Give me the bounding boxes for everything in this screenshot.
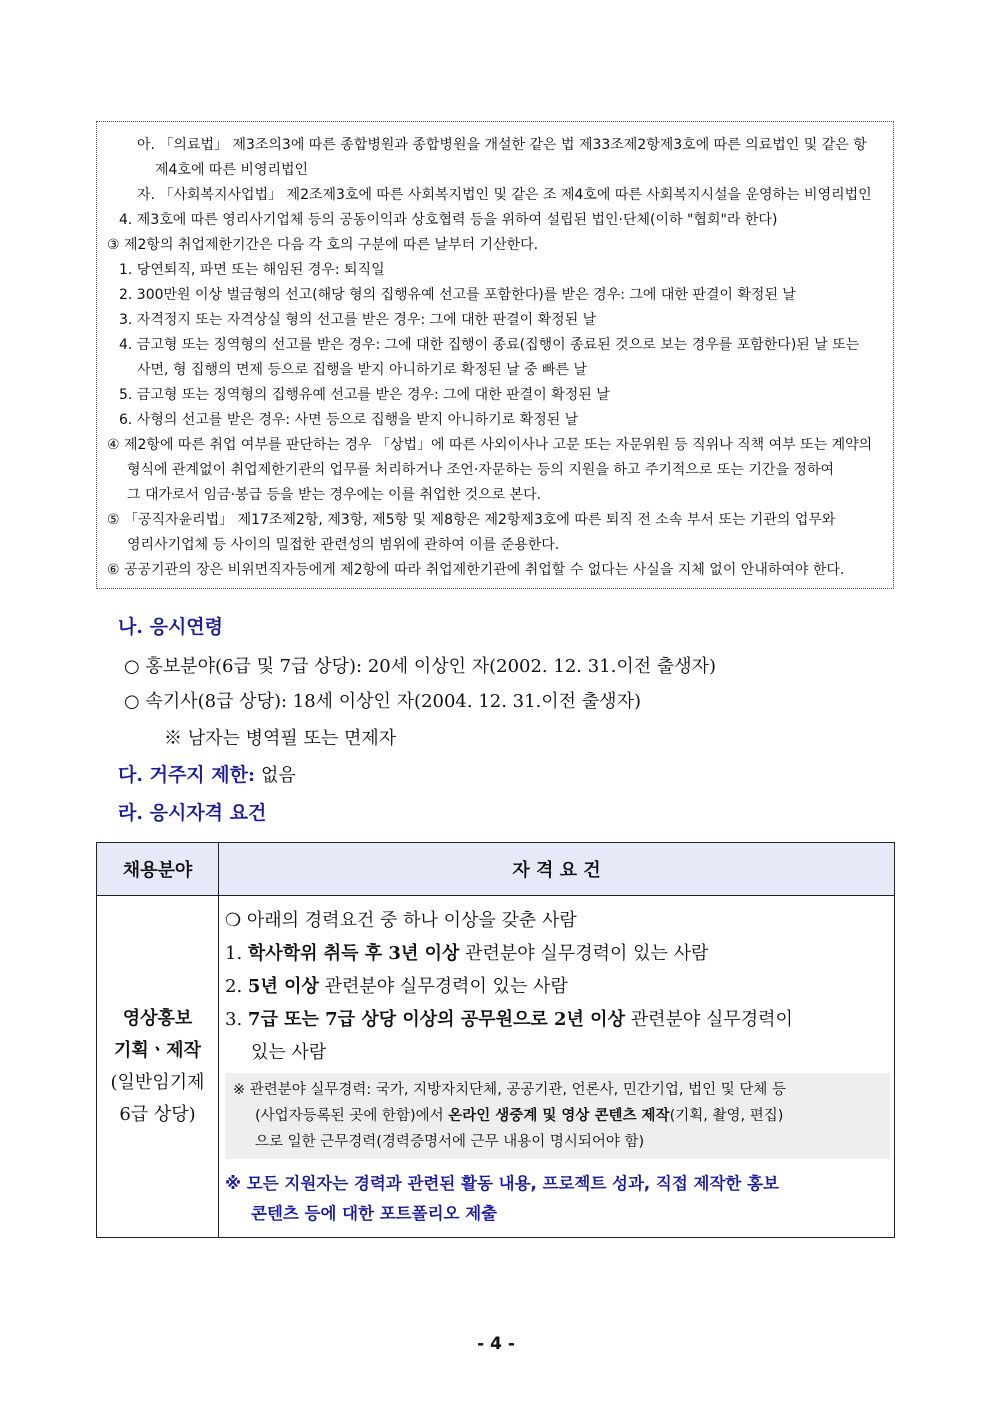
law-line: ⑥ 공공기관의 장은 비위면직자등에게 제2항에 따라 취업제한기관에 취업할 수 없다는 사실을 지체 없이 안내하여야 한다.	[107, 562, 845, 578]
law-line: ⑤ 「공직자윤리법」 제17조제2항, 제3항, 제5항 및 제8항은 제2항제3호에 따른 퇴직 전 소속 부서 또는 기관의 업무와	[107, 512, 836, 528]
portfolio-note: ※ 모든 지원자는 경력과 관련된 활동 내용, 프로젝트 성과, 직접 제작한 홍보 콘텐츠 등에 대한 포트폴리오 제출	[225, 1174, 779, 1223]
requirements-cell	[219, 896, 895, 1238]
age-item-pr: ○ 홍보분야(6급 및 7급 상당): 20세 이상인 자(2002. 12. 31.이전 출생자)	[124, 656, 717, 677]
page-number: - 4 -	[477, 1334, 515, 1354]
requirement-1: 1. 학사학위 취득 후 3년 이상 관련분야 실무경력이 있는 사람	[225, 943, 709, 964]
law-line: 형식에 관계없이 취업제한기관의 업무를 처리하거나 조언·자문하는 등의 지원을 하고 주기적으로 또는 기간을 정하여	[127, 462, 835, 478]
law-line: 사면, 형 집행의 면제 등으로 집행을 받지 아니하기로 확정된 날 중 빠른 날	[137, 362, 588, 378]
law-line: 1. 당연퇴직, 파면 또는 해임된 경우: 퇴직일	[119, 262, 385, 278]
law-line: 4. 제3호에 따른 영리사기업체 등의 공동이익과 상호협력 등을 위하여 설립된 법인·단체(이하 "협회"라 한다)	[119, 212, 778, 228]
section-qualification-heading: 라. 응시자격 요건	[118, 802, 267, 824]
law-line: ④ 제2항에 따른 취업 여부를 판단하는 경우 「상법」에 따른 사외이사나 고문 또는 자문위원 등 직위나 직책 여부 또는 계약의	[107, 437, 873, 453]
law-line: 3. 자격정지 또는 자격상실 형의 선고를 받은 경우: 그에 대한 판결이 확정된 날	[119, 312, 597, 328]
requirement-2: 2. 5년 이상 관련분야 실무경력이 있는 사람	[225, 976, 568, 997]
law-line: 5. 금고형 또는 징역형의 집행유예 선고를 받은 경우: 그에 대한 판결이 확정된 날	[119, 387, 610, 403]
section-age-heading: 나. 응시연령	[118, 616, 223, 638]
law-line: ③ 제2항의 취업제한기간은 다음 각 호의 구분에 따른 날부터 기산한다.	[107, 237, 539, 253]
law-line: 영리사기업체 등 사이의 밀접한 관련성의 범위에 관하여 이를 준용한다.	[127, 537, 560, 553]
law-line: 6. 사형의 선고를 받은 경우: 사면 등으로 집행을 받지 아니하기로 확정된 날	[119, 412, 579, 428]
header-field: 채용분야	[97, 843, 219, 896]
law-line: 제4호에 따른 비영리법인	[155, 162, 309, 178]
requirement-3-cont: 있는 사람	[251, 1042, 327, 1063]
age-item-stenographer: ○ 속기사(8급 상당): 18세 이상인 자(2004. 12. 31.이전 출생자)	[124, 691, 641, 712]
law-excerpt-box	[96, 121, 894, 589]
requirement-intro: ❍ 아래의 경력요건 중 하나 이상을 갖춘 사람	[225, 910, 577, 931]
experience-note: ※ 관련분야 실무경력: 국가, 지방자치단체, 공공기관, 언론사, 민간기업, 법인 및 단체 등 (사업자등록된 곳에 한함)에서 온라인 생중계 및 영상 콘텐츠 제작(기획, 촬영, 편집) 으로 일한 근무경력(경력증명서에 근무 내용이 명시되어야 함)	[225, 1073, 890, 1159]
military-note: ※ 남자는 병역필 또는 면제자	[164, 728, 397, 749]
requirement-3: 3. 7급 또는 7급 상당 이상의 공무원으로 2년 이상 관련분야 실무경력이	[225, 1009, 793, 1030]
section-residence: 다. 거주지 제한: 없음	[118, 764, 296, 786]
header-requirements: 자 격 요 건	[219, 843, 895, 896]
law-line: 4. 금고형 또는 징역형의 선고를 받은 경우: 그에 대한 집행이 종료(집행이 종료된 것으로 보는 경우를 포함한다)된 날 또는	[119, 337, 860, 353]
field-cell: 영상홍보 기획ㆍ제작 (일반임기제 6급 상당)	[97, 896, 219, 1238]
law-line: 자. 「사회복지사업법」 제2조제3호에 따른 사회복지법인 및 같은 조 제4호에 따른 사회복지시설을 운영하는 비영리법인	[137, 187, 872, 203]
qualification-table	[96, 842, 895, 1238]
law-line: 그 대가로서 임금·봉급 등을 받는 경우에는 이를 취업한 것으로 본다.	[127, 487, 542, 503]
law-line: 2. 300만원 이상 벌금형의 선고(해당 형의 집행유예 선고를 포함한다)를 받은 경우: 그에 대한 판결이 확정된 날	[119, 287, 796, 303]
law-line: 아. 「의료법」 제3조의3에 따른 종합병원과 종합병원을 개설한 같은 법 제33조제2항제3호에 따른 의료법인 및 같은 항	[137, 137, 867, 153]
